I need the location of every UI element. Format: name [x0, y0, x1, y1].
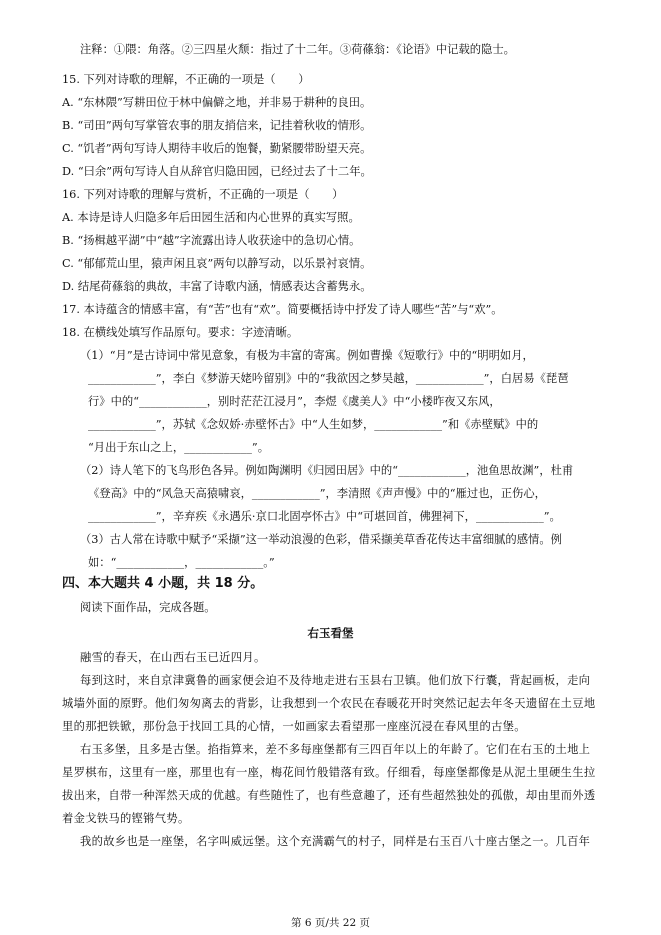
article-paragraph: 每到这时，来自京津冀鲁的画家便会迫不及待地走进右玉县右卫镇。他们放下行囊，背起画板，走向 — [80, 674, 591, 687]
page-number: 第 6 页/共 22 页 — [291, 917, 370, 929]
article-paragraph: 融雪的春天，在山西右玉已近四月。 — [80, 651, 266, 664]
article-paragraph: 城墙外面的原野。他们匆匆离去的背影，让我想到一个农民在春暖花开时突然记起去年冬天遗留在土豆地 — [62, 697, 596, 710]
article-title: 右玉看堡 — [307, 626, 354, 640]
question-18-part-3-line: （3）古人常在诗歌中赋予“采撷”这一举动浪漫的色彩，借采撷美草香花传达丰富细腻的感情。例 — [80, 533, 562, 546]
question-18-part-3-line: 如：“____________，____________。” — [88, 556, 275, 569]
question-16-stem: 16. 下列对诗歌的理解与赏析，不正确的一项是（ ） — [62, 188, 344, 201]
question-18-part-1-line: 行》中的“____________，别时茫茫江浸月”，李煜《虞美人》中“小楼昨夜又东风， — [88, 395, 501, 408]
question-18-part-2-line: （2）诗人笔下的飞鸟形色各异。例如陶渊明《归园田居》中的“____________，池鱼思故渊”，杜甫 — [80, 464, 574, 477]
section-4-heading: 四、本大题共 4 小题，共 18 分。 — [62, 576, 264, 591]
question-18-part-1-line: “月出于东山之上，____________”。 — [88, 441, 270, 454]
question-15-option-d: D. “曰余”两句写诗人自从辞官归隐田园，已经过去了十二年。 — [62, 165, 372, 178]
reading-instruction: 阅读下面作品，完成各题。 — [80, 601, 216, 614]
question-15-option-b: B. “司田”两句写掌管农事的朋友捎信来，记挂着秋收的情形。 — [62, 119, 372, 132]
question-16-option-a: A. 本诗是诗人归隐多年后田园生活和内心世界的真实写照。 — [62, 211, 360, 224]
article-paragraph: 星罗棋布，这里有一座，那里也有一座，梅花间竹般错落有致。仔细看，每座堡都像是从泥土里硬生生拉 — [62, 766, 596, 779]
article-paragraph: 拔出来，自带一种浑然天成的优越。有些随性了，也有些意趣了，还有些超然独处的孤傲，却由里而外透 — [62, 789, 596, 802]
article-paragraph: 右玉多堡，且多是古堡。掐指算来，差不多每座堡都有三四百年以上的年龄了。它们在右玉的土地上 — [80, 743, 591, 756]
article-paragraph: 里的那把铁锨，那份急于找回工具的心情，一如画家去看望那一座座沉浸在春风里的古堡。 — [62, 720, 526, 733]
question-18-stem: 18. 在横线处填写作品原句。要求：字迹清晰。 — [62, 326, 299, 339]
article-paragraph: 着金戈铁马的铿锵气势。 — [62, 812, 190, 825]
question-18-part-2-line: 《登高》中的“风急天高猿啸哀，____________”，李清照《声声慢》中的“雁过也，正伤心， — [88, 487, 546, 500]
question-16-option-c: C. “郁郁荒山里，猿声闲且哀”两句以静写动，以乐景衬哀情。 — [62, 257, 372, 270]
question-15-stem: 15. 下列对诗歌的理解，不正确的一项是（ ） — [62, 73, 310, 86]
question-16-option-d: D. 结尾荷蓧翁的典故，丰富了诗歌内涵，情感表达含蓄隽永。 — [62, 280, 372, 293]
question-16-option-b: B. “扬楫越平湖”中“越”字流露出诗人收获途中的急切心情。 — [62, 234, 361, 247]
question-18-part-2-line: ____________”，辛弃疾《永遇乐·京口北固亭怀古》中“可堪回首，佛狸祠下，____________”。 — [88, 510, 561, 523]
question-15-option-c: C. “饥者”两句写诗人期待丰收后的饱餐，勤紧腰带盼望天亮。 — [62, 142, 372, 155]
question-18-part-1-line: ____________”，苏轼《念奴娇·赤壁怀古》中“人生如梦，____________”和《赤壁赋》中的 — [88, 418, 539, 431]
article-paragraph: 我的故乡也是一座堡，名字叫威远堡。这个充满霸气的村子，同样是右玉百八十座古堡之一。几百年 — [80, 835, 591, 848]
poem-annotation: 注释：①隈：角落。②三四星火颓：指过了十二年。③荷蓧翁：《论语》中记载的隐士。 — [80, 43, 515, 56]
question-18-part-1-line: （1）“月”是古诗词中常见意象，有极为丰富的寄寓。例如曹操《短歌行》中的“明明如月， — [80, 349, 534, 362]
question-15-option-a: A. “东林隈”写耕田位于林中偏僻之地，并非易于耕种的良田。 — [62, 96, 372, 109]
question-18-part-1-line: ____________”，李白《梦游天姥吟留别》中的“我欲因之梦吴越，____________”，白居易《琵琶 — [88, 372, 569, 385]
question-17: 17. 本诗蕴含的情感丰富，有“苦”也有“欢”。简要概括诗中抒发了诗人哪些“苦”与“欢”。 — [62, 303, 503, 316]
